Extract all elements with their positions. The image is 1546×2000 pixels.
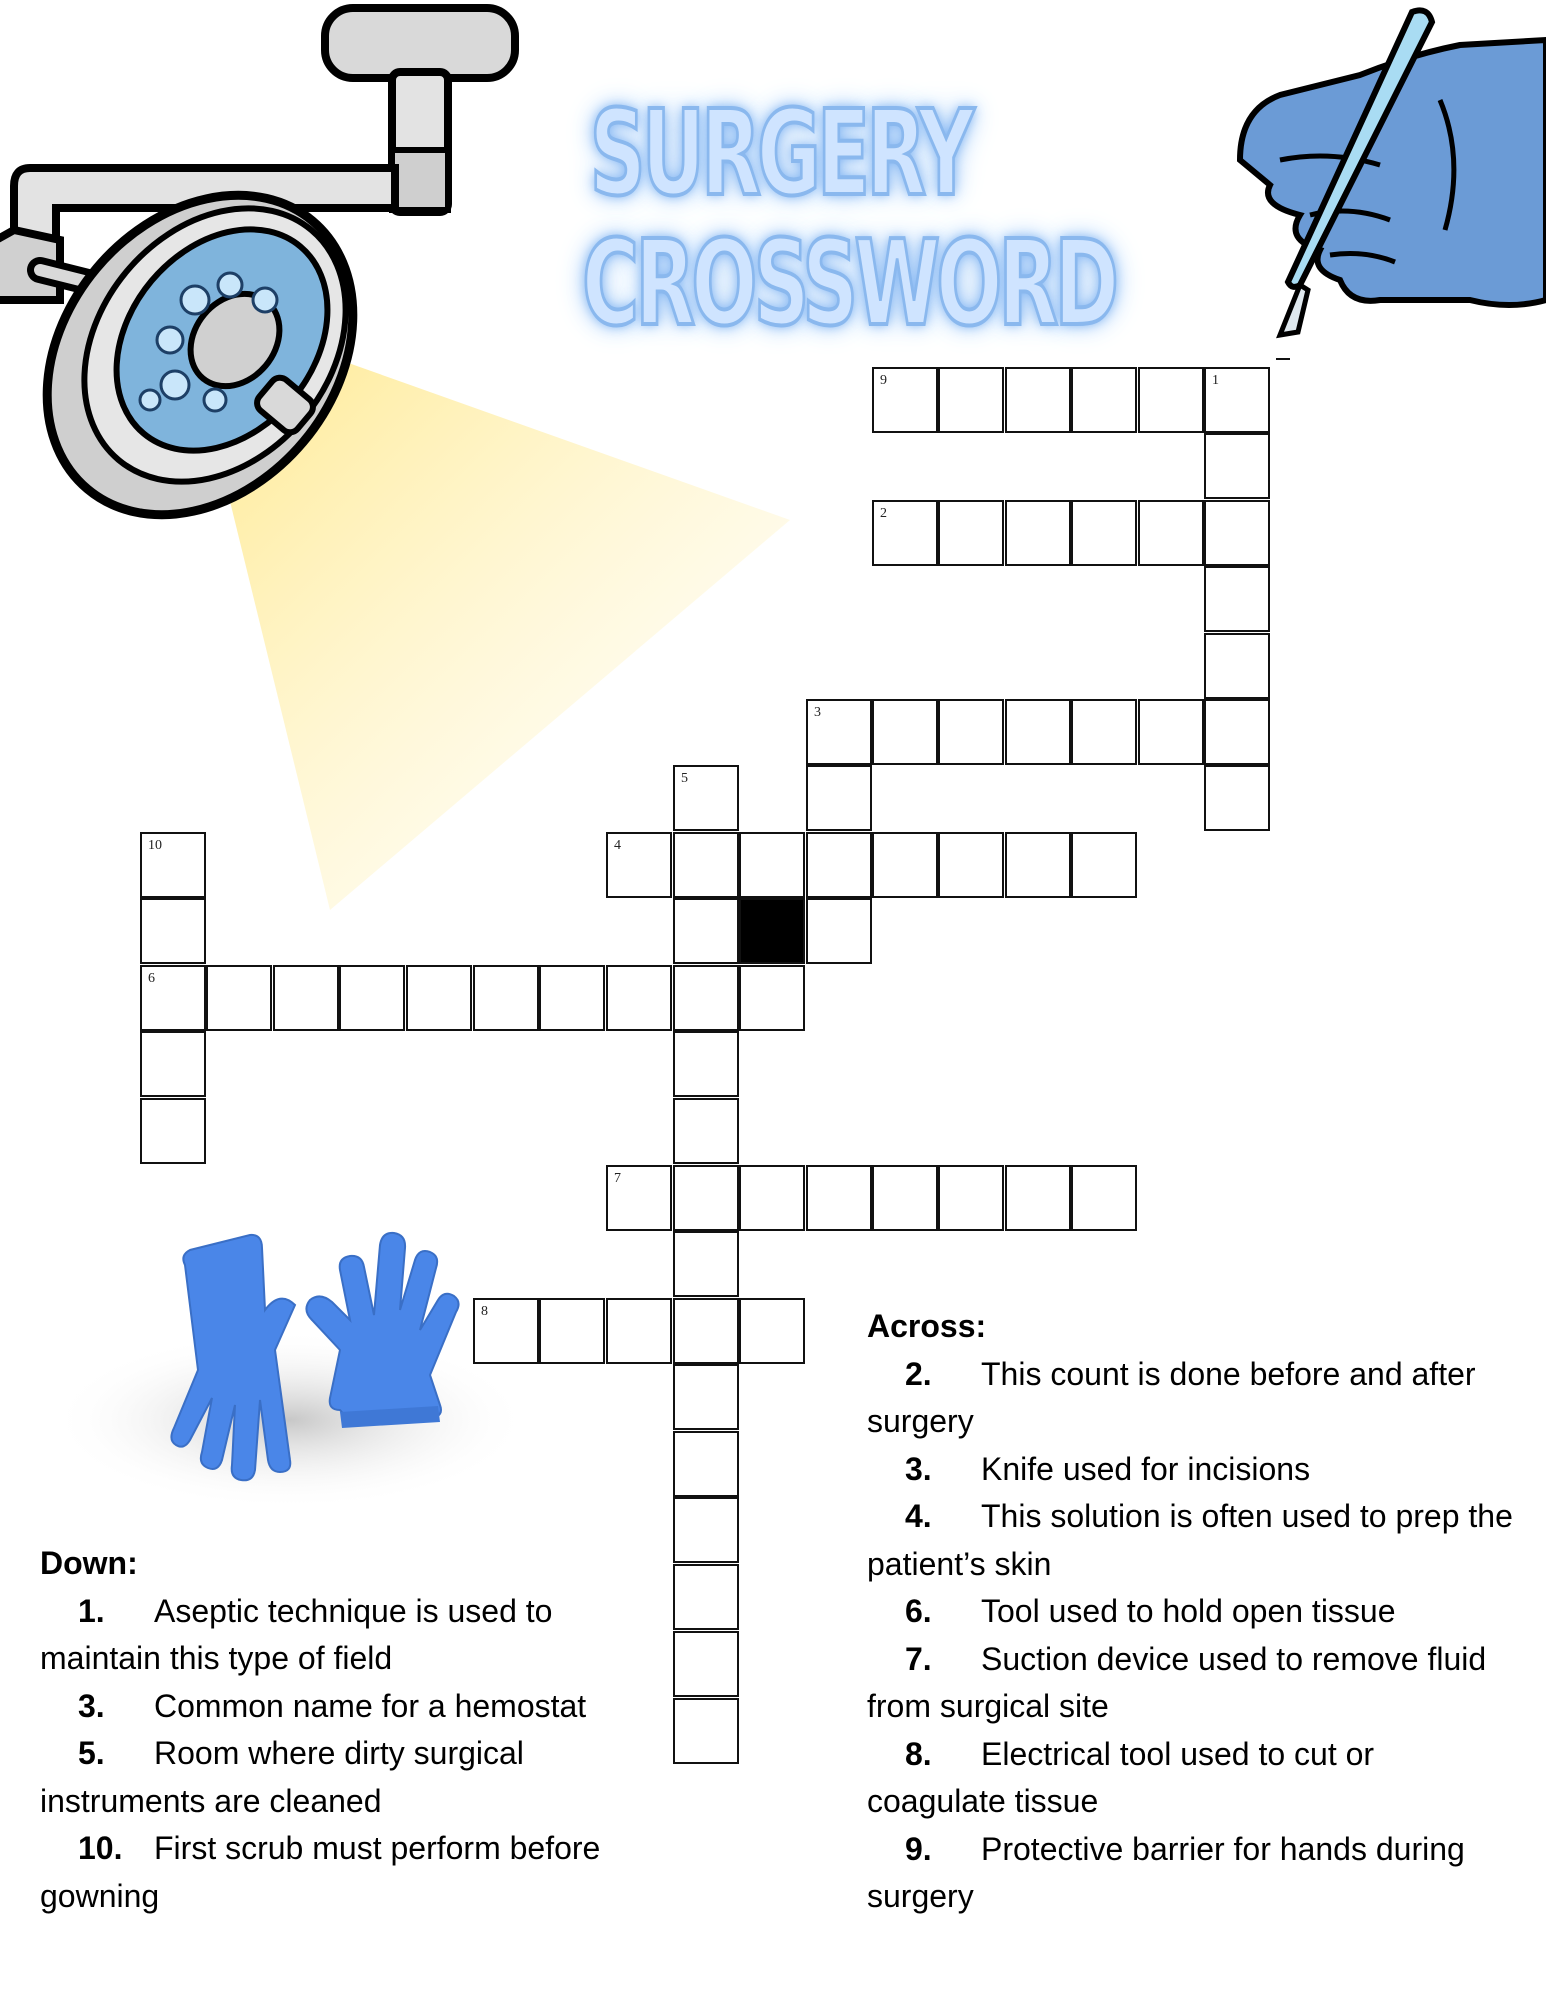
grid-cell[interactable] xyxy=(406,965,472,1031)
clue-number: 5 xyxy=(681,771,688,786)
grid-cell[interactable] xyxy=(1204,699,1270,765)
grid-cell[interactable] xyxy=(739,965,805,1031)
grid-cell[interactable] xyxy=(1204,367,1270,433)
grid-cell[interactable] xyxy=(673,1298,739,1364)
grid-cell[interactable] xyxy=(806,898,872,964)
grid-cell[interactable] xyxy=(140,1098,206,1164)
clue-number: 4 xyxy=(614,838,621,853)
clue-number: 2 xyxy=(880,506,887,521)
down-clue: 10. First scrub must perform before gowning xyxy=(40,1830,601,1914)
grid-cell[interactable] xyxy=(872,1165,938,1231)
gloved-hand-scalpel-icon xyxy=(1180,0,1546,360)
grid-cell[interactable] xyxy=(1071,699,1137,765)
down-clue: 1. Aseptic technique is used to maintain this type of field xyxy=(40,1592,553,1676)
grid-cell[interactable] xyxy=(673,1431,739,1497)
grid-cell[interactable] xyxy=(1005,832,1071,898)
grid-cell[interactable] xyxy=(473,965,539,1031)
clue-number: 9 xyxy=(880,373,887,388)
grid-cell[interactable] xyxy=(872,367,938,433)
down-heading: Down: xyxy=(40,1545,138,1581)
clue-number: 1 xyxy=(1212,373,1219,388)
grid-cell[interactable] xyxy=(739,1298,805,1364)
grid-cell[interactable] xyxy=(606,832,672,898)
grid-cell[interactable] xyxy=(872,500,938,566)
title-line-1: SURGERY xyxy=(589,84,971,222)
grid-cell[interactable] xyxy=(606,965,672,1031)
grid-cell[interactable] xyxy=(140,1031,206,1097)
grid-cell[interactable] xyxy=(673,898,739,964)
grid-cell[interactable] xyxy=(606,1165,672,1231)
grid-cell[interactable] xyxy=(673,1497,739,1563)
grid-cell[interactable] xyxy=(1204,765,1270,831)
grid-cell[interactable] xyxy=(673,1031,739,1097)
grid-cell[interactable] xyxy=(1071,832,1137,898)
surgical-gloves-icon xyxy=(40,1160,540,1530)
grid-cell[interactable] xyxy=(606,1298,672,1364)
down-clue: 3. Common name for a hemostat xyxy=(78,1687,587,1724)
grid-cell[interactable] xyxy=(673,765,739,831)
grid-cell[interactable] xyxy=(938,1165,1004,1231)
grid-cell[interactable] xyxy=(140,832,206,898)
grid-cell[interactable] xyxy=(673,832,739,898)
grid-cell[interactable] xyxy=(938,832,1004,898)
page-title xyxy=(582,84,1116,352)
grid-cell[interactable] xyxy=(872,832,938,898)
down-clues xyxy=(40,1540,660,1920)
clue-number: 3 xyxy=(814,705,821,720)
grid-cell[interactable] xyxy=(1005,699,1071,765)
across-clue: 9. Protective barrier for hands during surgery xyxy=(867,1830,1465,1914)
grid-cell[interactable] xyxy=(806,1165,872,1231)
grid-cell[interactable] xyxy=(673,1564,739,1630)
grid-cell[interactable] xyxy=(1005,500,1071,566)
grid-cell[interactable] xyxy=(806,832,872,898)
grid-cell[interactable] xyxy=(673,1698,739,1764)
grid-cell[interactable] xyxy=(673,1098,739,1164)
blocked-cell xyxy=(739,898,805,964)
grid-cell[interactable] xyxy=(1138,500,1204,566)
grid-cell[interactable] xyxy=(339,965,405,1031)
grid-cell[interactable] xyxy=(473,1298,539,1364)
down-clue: 5. Room where dirty surgical instruments are cleaned xyxy=(40,1735,524,1819)
grid-cell[interactable] xyxy=(539,965,605,1031)
grid-cell[interactable] xyxy=(1005,1165,1071,1231)
grid-cell[interactable] xyxy=(673,1364,739,1430)
grid-cell[interactable] xyxy=(938,367,1004,433)
grid-cell[interactable] xyxy=(806,765,872,831)
grid-cell[interactable] xyxy=(1138,699,1204,765)
across-clue: 6. Tool used to hold open tissue xyxy=(905,1593,1396,1629)
title-line-2: CROSSWORD xyxy=(582,214,1116,352)
grid-cell[interactable] xyxy=(1071,367,1137,433)
across-clue: 7. Suction device used to remove fluid from surgical site xyxy=(867,1640,1487,1724)
grid-cell[interactable] xyxy=(206,965,272,1031)
clue-number: 8 xyxy=(481,1304,488,1319)
grid-cell[interactable] xyxy=(539,1298,605,1364)
grid-cell[interactable] xyxy=(140,898,206,964)
grid-cell[interactable] xyxy=(1204,500,1270,566)
grid-cell[interactable] xyxy=(140,965,206,1031)
grid-cell[interactable] xyxy=(1071,1165,1137,1231)
grid-cell[interactable] xyxy=(872,699,938,765)
across-clues xyxy=(867,1303,1517,1921)
grid-cell[interactable] xyxy=(739,832,805,898)
across-clue: 4. This solution is often used to prep the patient’s skin xyxy=(867,1498,1513,1582)
clue-number: 10 xyxy=(148,838,162,853)
grid-cell[interactable] xyxy=(806,699,872,765)
grid-cell[interactable] xyxy=(938,699,1004,765)
grid-cell[interactable] xyxy=(1138,367,1204,433)
across-clue: 2. This count is done before and after surgery xyxy=(867,1355,1476,1439)
across-clue: 3. Knife used for incisions xyxy=(905,1450,1311,1487)
across-clue: 8. Electrical tool used to cut or coagulate tissue xyxy=(867,1735,1375,1819)
grid-cell[interactable] xyxy=(673,1631,739,1697)
grid-cell[interactable] xyxy=(273,965,339,1031)
grid-cell[interactable] xyxy=(938,500,1004,566)
across-heading: Across: xyxy=(867,1308,987,1344)
grid-cell[interactable] xyxy=(1204,566,1270,632)
clue-number: 6 xyxy=(148,971,155,986)
grid-cell[interactable] xyxy=(1204,633,1270,699)
grid-cell[interactable] xyxy=(1204,433,1270,499)
clue-number: 7 xyxy=(614,1171,621,1186)
grid-cell[interactable] xyxy=(1071,500,1137,566)
grid-cell[interactable] xyxy=(673,1165,739,1231)
grid-cell[interactable] xyxy=(673,1231,739,1297)
grid-cell[interactable] xyxy=(673,965,739,1031)
grid-cell[interactable] xyxy=(739,1165,805,1231)
grid-cell[interactable] xyxy=(1005,367,1071,433)
